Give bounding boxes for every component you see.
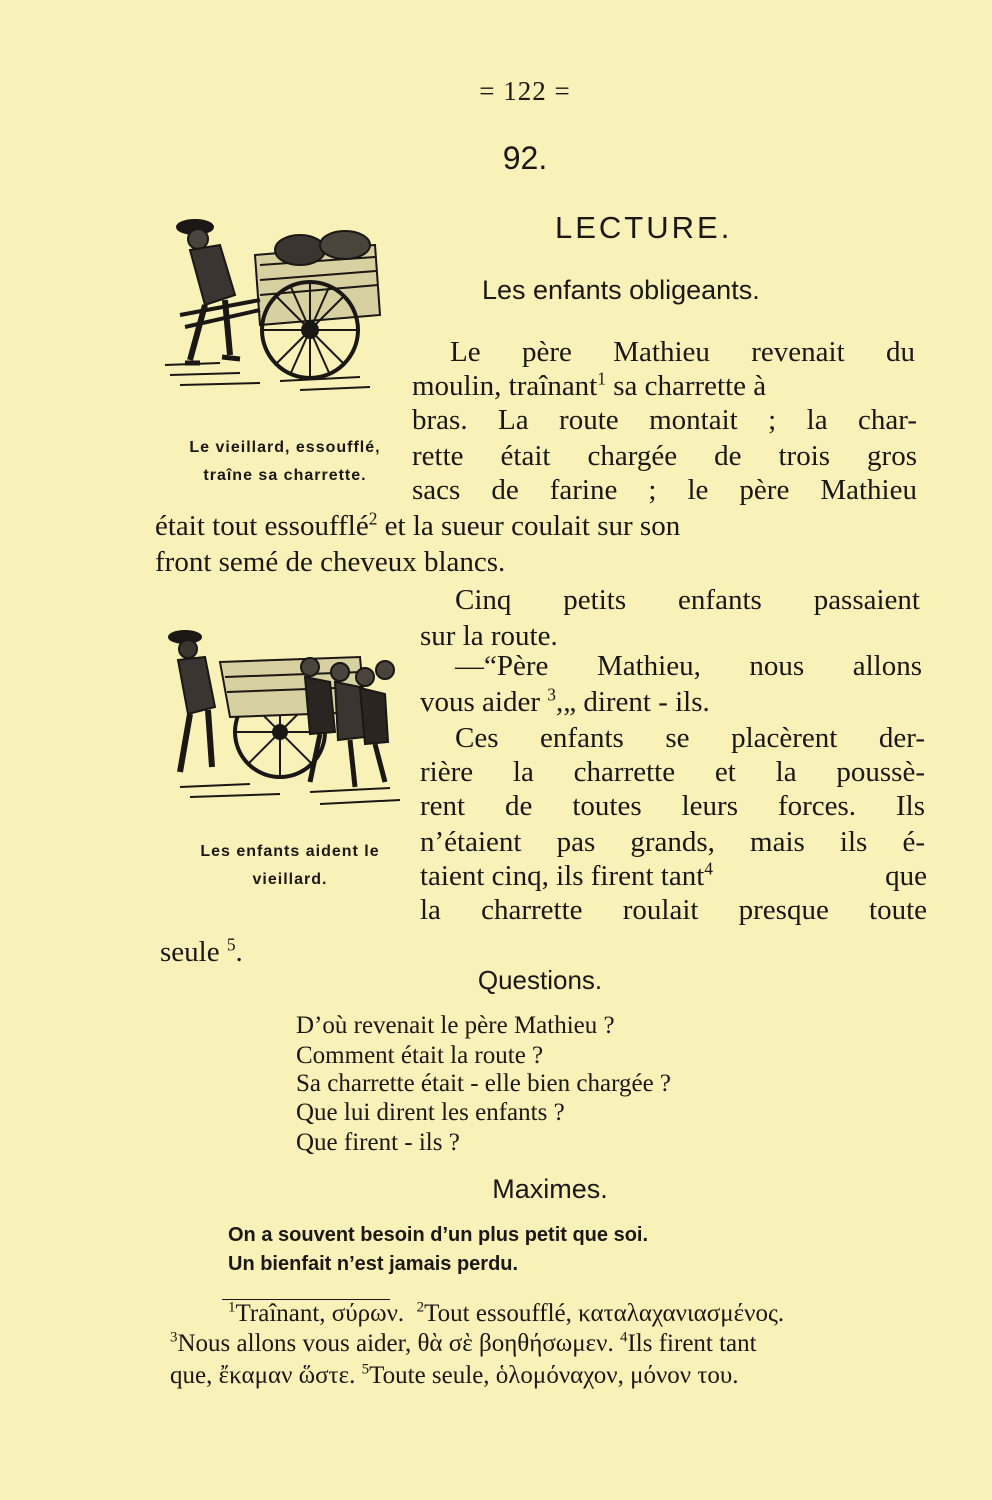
footnote-line: $^1$Traînant, σύρων. $^2$Tout essoufflé, καταλαχανιασμένος. xyxy=(228,1299,785,1327)
text-segment: seule $^5$. xyxy=(160,934,243,968)
text-line: sur la route. xyxy=(420,620,558,652)
text-line: rière la charrette et la poussè- xyxy=(420,756,925,788)
question-item: Que lui dirent les enfants ? xyxy=(296,1099,565,1126)
story-title: Les enfants obligeants. xyxy=(482,275,760,305)
text-line xyxy=(420,860,927,893)
text-line: n’étaient pas grands, mais ils é- xyxy=(420,826,925,858)
text-line xyxy=(155,510,917,543)
text-segment: était tout essoufflé$^2$ et la sueur coulait sur son xyxy=(155,508,681,542)
text-line xyxy=(420,686,710,719)
footnote-line: que, ἔκαμαν ὥστε. $^5$Toute seule, ὁλομόναχον, μόνον του. xyxy=(170,1361,739,1389)
caption-line: Le vieillard, essoufflé, xyxy=(189,439,381,456)
footnote-line: $^3$Nous allons vous aider, θὰ σὲ βοηθήσωμεν. $^4$Ils firent tant xyxy=(170,1329,757,1357)
illustration-caption xyxy=(165,838,415,894)
text-segment: taient cinq, ils firent tant$^4$ xyxy=(420,858,713,892)
question-item: Que firent - ils ? xyxy=(296,1129,460,1156)
text-segment: que xyxy=(877,860,927,892)
page-number: = 122 = xyxy=(479,76,571,106)
text-line: Le père Mathieu revenait du xyxy=(450,336,915,368)
text-line: bras. La route montait ; la char- xyxy=(412,404,917,436)
section-title: LECTURE. xyxy=(555,210,733,245)
caption-line: traîne sa charrette. xyxy=(203,467,367,484)
maximes-title: Maximes. xyxy=(492,1174,608,1204)
text-line: la charrette roulait presque toute xyxy=(420,894,927,926)
text-line: Ces enfants se placèrent der- xyxy=(455,722,925,754)
text-line xyxy=(412,370,917,403)
text-line: —“Père Mathieu, nous allons xyxy=(455,650,922,682)
text-line: Cinq petits enfants passaient xyxy=(455,584,920,616)
children-pushing-cart-illustration xyxy=(160,622,410,812)
caption-line: vieillard. xyxy=(252,871,328,888)
question-item: Sa charrette était - elle bien chargée ? xyxy=(296,1070,672,1097)
old-man-cart-illustration xyxy=(160,205,390,400)
lesson-number: 92. xyxy=(502,140,548,176)
text-segment: vous aider $^3$,„ dirent - ils. xyxy=(420,684,710,718)
text-segment: moulin, traînant$^1$ sa charrette à xyxy=(412,368,767,402)
maxime-item: On a souvent besoin d’un plus petit que soi. xyxy=(228,1224,649,1246)
caption-line: Les enfants aident le xyxy=(200,843,380,860)
text-line: rent de toutes leurs forces. Ils xyxy=(420,790,925,822)
maxime-item: Un bienfait n’est jamais perdu. xyxy=(228,1253,519,1275)
question-item: Comment était la route ? xyxy=(296,1042,544,1069)
text-line: rette était chargée de trois gros xyxy=(412,440,917,472)
text-line: front semé de cheveux blancs. xyxy=(155,546,506,578)
question-item: D’où revenait le père Mathieu ? xyxy=(296,1012,615,1039)
text-line: sacs de farine ; le père Mathieu xyxy=(412,474,917,506)
illustration-caption xyxy=(165,434,405,490)
questions-title: Questions. xyxy=(477,965,603,995)
